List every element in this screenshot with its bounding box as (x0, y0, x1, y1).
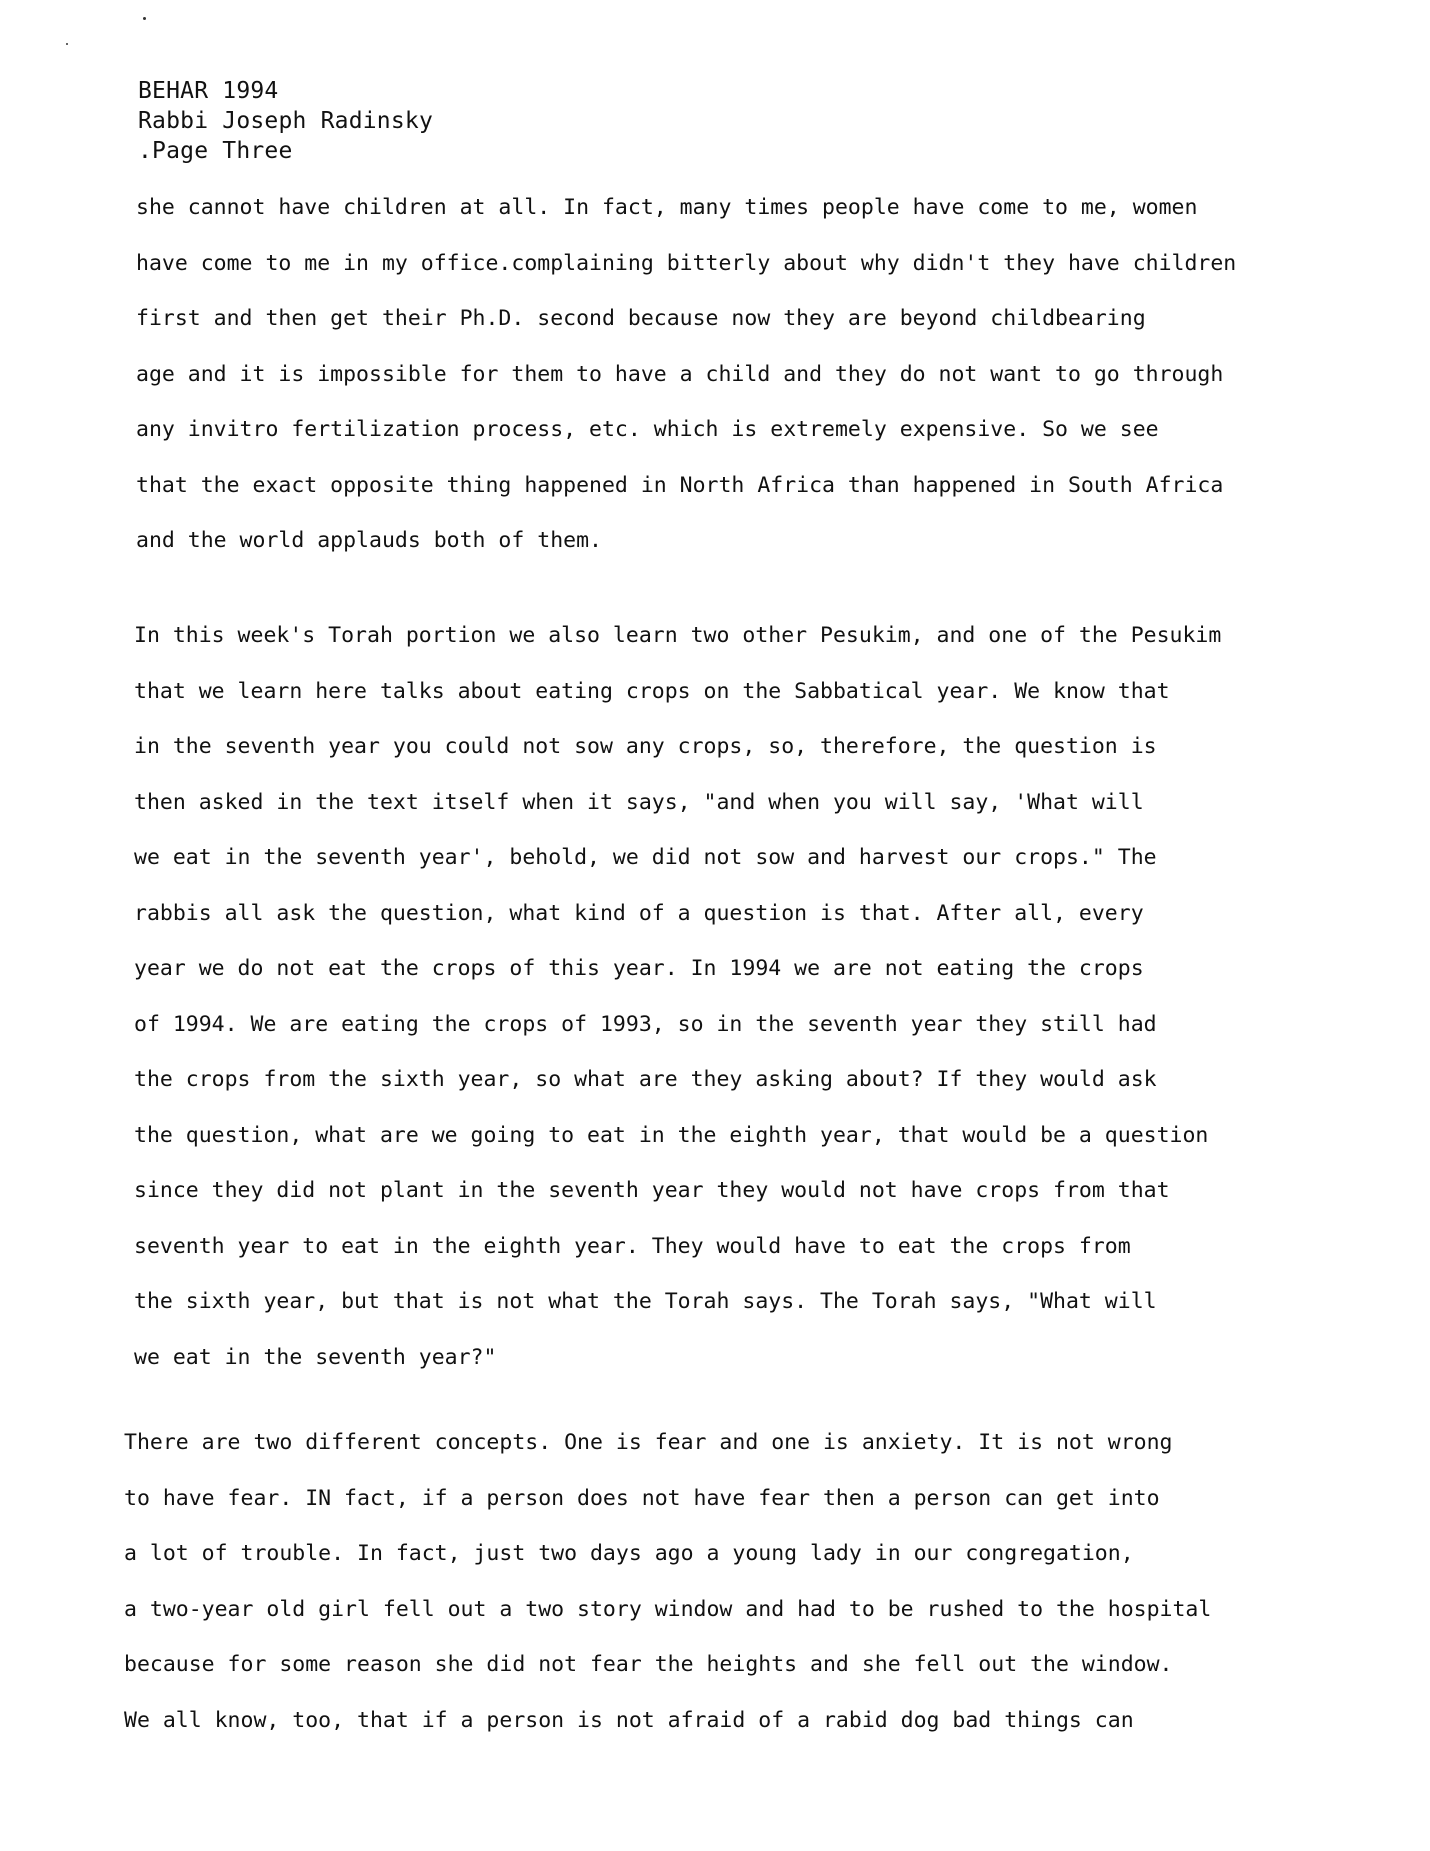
paragraph-1 (136, 180, 1286, 569)
text-line: In this week's Torah portion we also learn two other Pesukim, and one of the Pesukim (134, 623, 1222, 648)
text-line: then asked in the text itself when it says, "and when you will say, 'What will (134, 789, 1144, 815)
text-line: the crops from the sixth year, so what are they asking about? If they would ask (134, 1067, 1157, 1092)
text-line: seventh year to eat in the eighth year. They would have to eat the crops from (134, 1233, 1131, 1259)
text-line: age and it is impossible for them to have a child and they do not want to go through (136, 361, 1224, 387)
paragraph-2 (134, 608, 1284, 1385)
text-line: There are two different concepts. One is fear and one is anxiety. It is not wrong (124, 1430, 1173, 1455)
text-line: since they did not plant in the seventh year they would not have crops from that (134, 1178, 1170, 1203)
text-line: that the exact opposite thing happened in North Africa than happened in South Africa (136, 472, 1224, 498)
text-line: We all know, too, that if a person is not afraid of a rabid dog bad things can (124, 1707, 1134, 1733)
text-line: we eat in the seventh year?" (134, 1344, 497, 1370)
text-line: a two-year old girl fell out a two story window and had to be rushed to the hospital (124, 1596, 1212, 1622)
text-line: because for some reason she did not fear the heights and she fell out the window. (124, 1652, 1173, 1677)
page-number: .Page Three (138, 138, 293, 164)
text-line: we eat in the seventh year', behold, we did not sow and harvest our crops." The (134, 845, 1157, 870)
text-line: year we do not eat the crops of this year. In 1994 we are not eating the crops (134, 956, 1144, 981)
document-author: Rabbi Joseph Radinsky (138, 108, 433, 134)
text-line: she cannot have children at all. In fact, many times people have come to me, women (136, 195, 1198, 220)
scan-speck (66, 43, 68, 45)
text-line: first and then get their Ph.D. second because now they are beyond childbearing (136, 306, 1146, 331)
text-line: and the world applauds both of them. (136, 528, 602, 553)
text-line: that we learn here talks about eating crops on the Sabbatical year. We know that (134, 678, 1170, 704)
text-line: in the seventh year you could not sow any crops, so, therefore, the question is (134, 734, 1157, 759)
text-line: any invitro fertilization process, etc. which is extremely expensive. So we see (136, 417, 1159, 442)
document-header (138, 76, 433, 166)
text-line: a lot of trouble. In fact, just two days ago a young lady in our congregation, (124, 1541, 1134, 1566)
text-line: of 1994. We are eating the crops of 1993, so in the seventh year they still had (134, 1011, 1157, 1037)
text-line: to have fear. IN fact, if a person does not have fear then a person can get into (124, 1485, 1160, 1511)
document-title: BEHAR 1994 (138, 78, 279, 104)
scan-speck (143, 17, 146, 20)
text-line: the question, what are we going to eat in the eighth year, that would be a question (134, 1122, 1209, 1148)
text-line: rabbis all ask the question, what kind of a question is that. After all, every (134, 900, 1144, 926)
text-line: have come to me in my office.complaining bitterly about why didn't they have children (136, 250, 1237, 276)
paragraph-3 (124, 1415, 1274, 1748)
text-line: the sixth year, but that is not what the Torah says. The Torah says, "What will (134, 1289, 1157, 1314)
